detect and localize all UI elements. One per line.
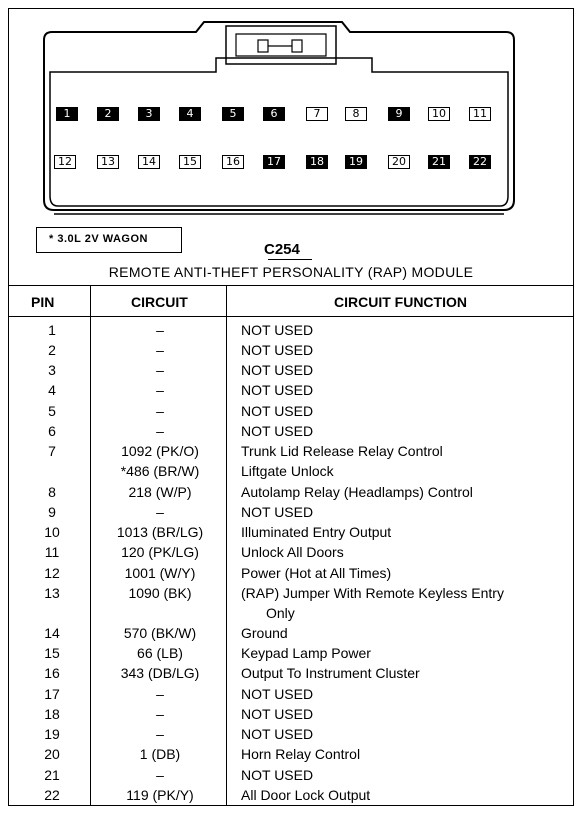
circuit-cell: 1092 (PK/O) bbox=[121, 443, 199, 459]
pin-cell: 22 bbox=[44, 787, 60, 803]
circuit-cell: *486 (BR/W) bbox=[120, 463, 200, 479]
circuit-cell: – bbox=[156, 403, 164, 419]
connector-pin: 9 bbox=[388, 107, 410, 121]
connector-pin: 15 bbox=[179, 155, 201, 169]
pin-cell: 11 bbox=[44, 544, 60, 560]
connector-pin: 6 bbox=[263, 107, 285, 121]
circuit-cell: – bbox=[156, 342, 164, 358]
connector-pin: 5 bbox=[222, 107, 244, 121]
function-cell: Output To Instrument Cluster bbox=[241, 665, 420, 681]
connector-pin: 4 bbox=[179, 107, 201, 121]
connector-pin: 13 bbox=[97, 155, 119, 169]
function-cell: NOT USED bbox=[241, 382, 314, 398]
connector-pin: 1 bbox=[56, 107, 78, 121]
function-cell: NOT USED bbox=[241, 423, 314, 439]
function-cell: NOT USED bbox=[241, 767, 314, 783]
pin-cell: 1 bbox=[48, 322, 56, 338]
module-title: REMOTE ANTI-THEFT PERSONALITY (RAP) MODULE bbox=[108, 264, 474, 280]
circuit-cell: – bbox=[156, 362, 164, 378]
function-cell: Ground bbox=[241, 625, 288, 641]
circuit-cell: 218 (W/P) bbox=[128, 484, 192, 500]
pin-cell: 6 bbox=[48, 423, 56, 439]
function-cell: Horn Relay Control bbox=[241, 746, 361, 762]
pin-cell: 14 bbox=[44, 625, 60, 641]
pin-cell: 18 bbox=[44, 706, 60, 722]
connector-id-underline bbox=[268, 259, 312, 260]
function-cell: NOT USED bbox=[241, 686, 314, 702]
pin-cell: 9 bbox=[48, 504, 56, 520]
table-divider bbox=[90, 286, 91, 805]
connector-id: C254 bbox=[264, 241, 300, 258]
function-cell: NOT USED bbox=[241, 322, 314, 338]
header-circuit: CIRCUIT bbox=[131, 294, 188, 310]
circuit-cell: – bbox=[156, 423, 164, 439]
table-header-rule bbox=[9, 316, 573, 317]
circuit-cell: 1090 (BK) bbox=[128, 585, 192, 601]
pin-cell: 2 bbox=[48, 342, 56, 358]
circuit-cell: – bbox=[156, 767, 164, 783]
function-cell: All Door Lock Output bbox=[241, 787, 371, 803]
pin-cell: 8 bbox=[48, 484, 56, 500]
connector-pin: 8 bbox=[345, 107, 367, 121]
circuit-cell: 1 (DB) bbox=[139, 746, 181, 762]
function-cell: Trunk Lid Release Relay Control bbox=[241, 443, 443, 459]
circuit-cell: – bbox=[156, 322, 164, 338]
circuit-cell: – bbox=[156, 686, 164, 702]
function-cell: NOT USED bbox=[241, 362, 314, 378]
pin-cell: 5 bbox=[48, 403, 56, 419]
circuit-cell: – bbox=[156, 382, 164, 398]
pin-cell: 16 bbox=[44, 665, 60, 681]
connector-pin: 7 bbox=[306, 107, 328, 121]
connector-pin: 17 bbox=[263, 155, 285, 169]
connector-pin: 14 bbox=[138, 155, 160, 169]
connector-outline bbox=[0, 0, 584, 230]
function-cell: NOT USED bbox=[241, 726, 314, 742]
circuit-cell: 1013 (BR/LG) bbox=[116, 524, 204, 540]
pin-cell: 7 bbox=[48, 443, 56, 459]
connector-pin: 18 bbox=[306, 155, 328, 169]
pin-cell: 3 bbox=[48, 362, 56, 378]
circuit-cell: – bbox=[156, 726, 164, 742]
pin-cell: 10 bbox=[44, 524, 60, 540]
circuit-cell: 119 (PK/Y) bbox=[126, 787, 194, 803]
pin-cell: 12 bbox=[44, 565, 60, 581]
function-cell: Liftgate Unlock bbox=[241, 463, 334, 479]
function-cell: (RAP) Jumper With Remote Keyless Entry bbox=[241, 585, 504, 601]
pin-cell: 21 bbox=[44, 767, 60, 783]
connector-pin: 3 bbox=[138, 107, 160, 121]
pin-cell: 17 bbox=[44, 686, 60, 702]
function-cell: Keypad Lamp Power bbox=[241, 645, 371, 661]
circuit-cell: 1001 (W/Y) bbox=[124, 565, 196, 581]
circuit-cell: – bbox=[156, 504, 164, 520]
connector-pin: 21 bbox=[428, 155, 450, 169]
wagon-note: * 3.0L 2V WAGON bbox=[36, 227, 182, 253]
connector-pin: 2 bbox=[97, 107, 119, 121]
pin-cell: 15 bbox=[44, 645, 60, 661]
circuit-cell: 343 (DB/LG) bbox=[120, 665, 200, 681]
function-cell: Power (Hot at All Times) bbox=[241, 565, 392, 581]
function-cell: Illuminated Entry Output bbox=[241, 524, 392, 540]
function-cell: Autolamp Relay (Headlamps) Control bbox=[241, 484, 473, 500]
header-circuit-function: CIRCUIT FUNCTION bbox=[334, 294, 467, 310]
pin-cell: 4 bbox=[48, 382, 56, 398]
function-cell: NOT USED bbox=[241, 706, 314, 722]
function-cell: NOT USED bbox=[241, 342, 314, 358]
connector-pin: 19 bbox=[345, 155, 367, 169]
connector-pin: 12 bbox=[54, 155, 76, 169]
circuit-cell: 570 (BK/W) bbox=[123, 625, 197, 641]
table-top-rule bbox=[9, 285, 573, 286]
function-cell: Unlock All Doors bbox=[241, 544, 344, 560]
connector-pin: 10 bbox=[428, 107, 450, 121]
pin-cell: 13 bbox=[44, 585, 60, 601]
connector-pin: 16 bbox=[222, 155, 244, 169]
header-pin: PIN bbox=[31, 294, 55, 310]
circuit-cell: 120 (PK/LG) bbox=[121, 544, 199, 560]
function-cell: NOT USED bbox=[241, 403, 314, 419]
connector-pin: 22 bbox=[469, 155, 491, 169]
function-cell: Only bbox=[266, 605, 295, 621]
table-divider bbox=[226, 286, 227, 805]
connector-pin: 11 bbox=[469, 107, 491, 121]
function-cell: NOT USED bbox=[241, 504, 314, 520]
circuit-cell: – bbox=[156, 706, 164, 722]
pin-cell: 20 bbox=[44, 746, 60, 762]
pin-cell: 19 bbox=[44, 726, 60, 742]
connector-pin: 20 bbox=[388, 155, 410, 169]
circuit-cell: 66 (LB) bbox=[137, 645, 183, 661]
